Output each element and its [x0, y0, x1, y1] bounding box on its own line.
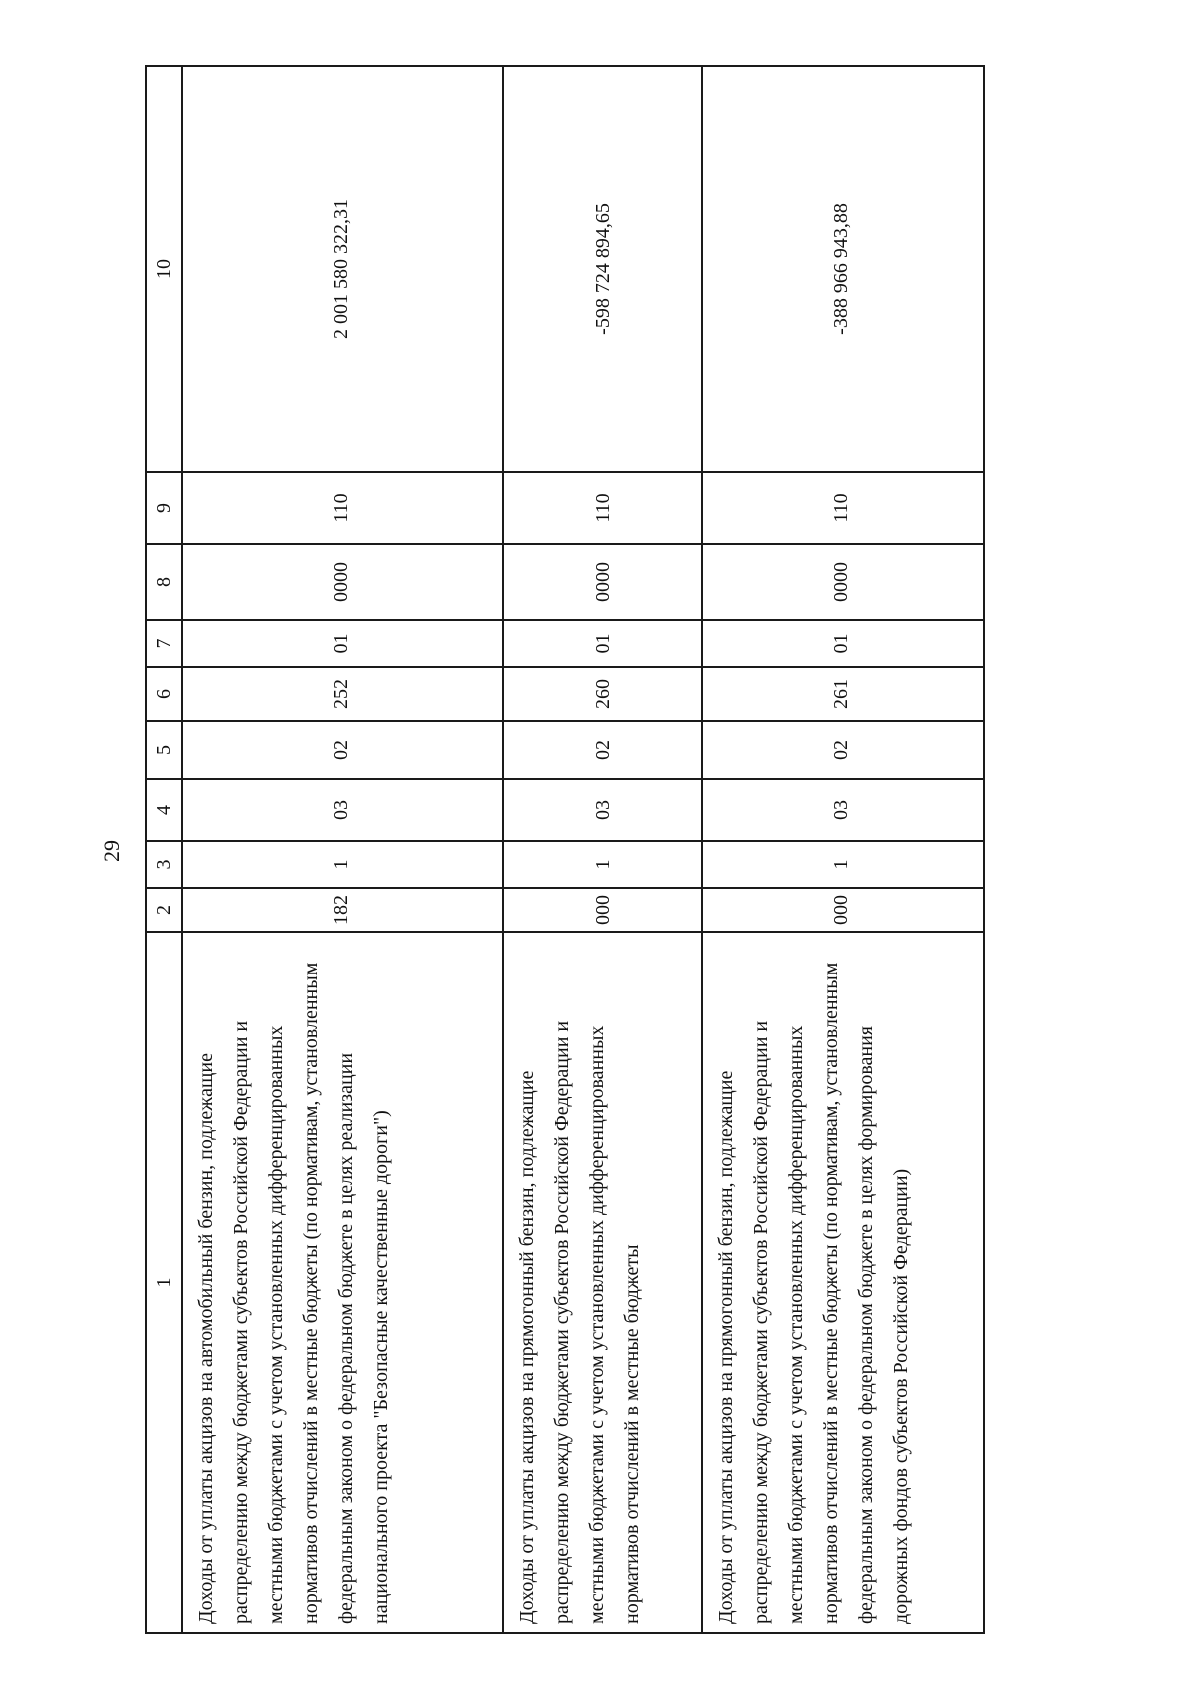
table-row [702, 66, 984, 1633]
code-cell: 000 [503, 888, 702, 932]
amount-cell: 2 001 580 322,31 [182, 66, 503, 472]
code-cell: 1 [702, 841, 984, 888]
column-header: 1 [146, 932, 182, 1633]
column-header: 10 [146, 66, 182, 472]
row-description: Доходы от уплаты акцизов на прямогонный бензин, подлежащие распределению между бюджетами субъектов Российской Федерации и местными бюджетами с учетом установленных дифференцированных нормативов отчислений в местные бюджеты [503, 932, 702, 1633]
code-cell: 01 [702, 620, 984, 667]
code-cell: 0000 [702, 544, 984, 620]
column-header: 8 [146, 544, 182, 620]
code-cell: 02 [702, 721, 984, 779]
column-header: 9 [146, 472, 182, 544]
code-cell: 1 [503, 841, 702, 888]
table-row [503, 66, 702, 1633]
table-row [182, 66, 503, 1633]
column-header: 6 [146, 667, 182, 721]
amount-cell: -388 966 943,88 [702, 66, 984, 472]
code-cell: 000 [702, 888, 984, 932]
code-cell: 02 [503, 721, 702, 779]
row-description: Доходы от уплаты акцизов на прямогонный бензин, подлежащие распределению между бюджетами субъектов Российской Федерации и местными бюджетами с учетом установленных дифференцированных нормативов отчислений в местные бюджеты (по нормативам, установленным федеральным законом о федеральном бюджете в целях формирования дорожных фондов субъектов Российской Федерации) [702, 932, 984, 1633]
column-header: 5 [146, 721, 182, 779]
row-description: Доходы от уплаты акцизов на автомобильный бензин, подлежащие распределению между бюджетами субъектов Российской Федерации и местными бюджетами с учетом установленных дифференцированных нормативов отчислений в местные бюджеты (по нормативам, установленным федеральным законом о федеральном бюджете в целях реализации национального проекта "Безопасные качественные дороги") [182, 932, 503, 1633]
amount-cell: -598 724 894,65 [503, 66, 702, 472]
code-cell: 260 [503, 667, 702, 721]
code-cell: 0000 [182, 544, 503, 620]
column-number-row [146, 66, 182, 1633]
code-cell: 02 [182, 721, 503, 779]
page-number: 29 [99, 840, 124, 862]
code-cell: 182 [182, 888, 503, 932]
column-header: 2 [146, 888, 182, 932]
column-header: 3 [146, 841, 182, 888]
column-header: 7 [146, 620, 182, 667]
code-cell: 110 [182, 472, 503, 544]
code-cell: 110 [702, 472, 984, 544]
code-cell: 01 [182, 620, 503, 667]
code-cell: 252 [182, 667, 503, 721]
code-cell: 1 [182, 841, 503, 888]
revenue-table [145, 65, 985, 1634]
code-cell: 110 [503, 472, 702, 544]
code-cell: 01 [503, 620, 702, 667]
column-header: 4 [146, 779, 182, 841]
code-cell: 03 [182, 779, 503, 841]
code-cell: 0000 [503, 544, 702, 620]
revenue-table-container [145, 67, 981, 1634]
code-cell: 03 [702, 779, 984, 841]
code-cell: 03 [503, 779, 702, 841]
code-cell: 261 [702, 667, 984, 721]
